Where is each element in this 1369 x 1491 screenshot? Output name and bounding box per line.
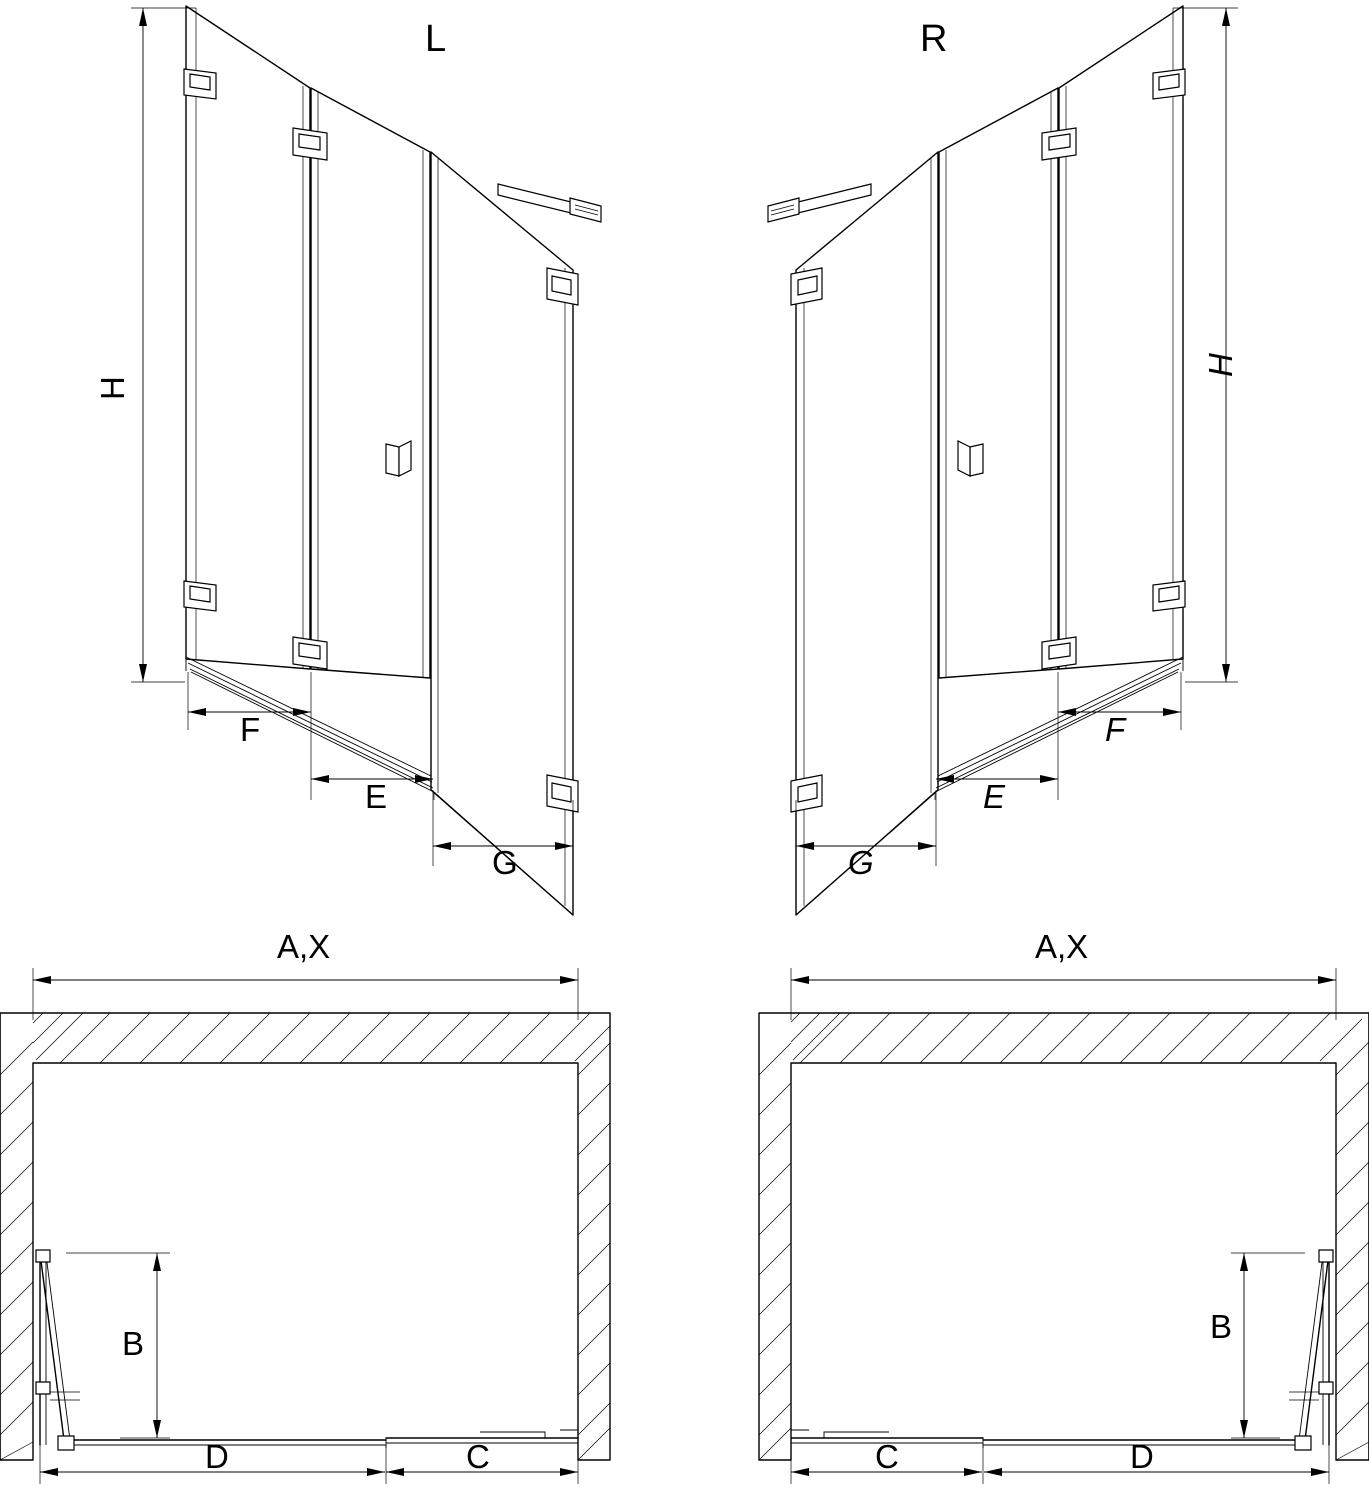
handle-right bbox=[768, 184, 871, 222]
left-plan-width-dimension bbox=[33, 968, 578, 1020]
glass-corner-symbol-right bbox=[958, 441, 983, 476]
left-door-leaves bbox=[36, 1250, 386, 1450]
panel-label-e-right: E bbox=[983, 778, 1006, 815]
glass-corner-symbol-left bbox=[386, 441, 411, 476]
door-label-left: D bbox=[205, 1438, 229, 1475]
wall-hatch-right bbox=[578, 1043, 610, 1460]
wall-hatch-left bbox=[0, 1042, 33, 1460]
right-plan-view bbox=[759, 968, 1369, 1484]
wall-hatch-top bbox=[33, 1013, 610, 1063]
wall-hatch-right-right-view bbox=[1336, 1042, 1369, 1460]
right-plan-bottom-dimensions bbox=[791, 1445, 1329, 1484]
panel-label-g-left: G bbox=[492, 844, 518, 881]
height-label-left: H bbox=[94, 376, 131, 400]
panel-label-e-left: E bbox=[365, 778, 388, 815]
width-label-right: A,X bbox=[1035, 928, 1089, 965]
right-door-leaves bbox=[983, 1250, 1333, 1450]
left-plan-view bbox=[0, 968, 610, 1484]
depth-label-left: B bbox=[122, 1325, 145, 1362]
panel-label-f-right: F bbox=[1105, 711, 1126, 748]
wall-hatch-left-right-view bbox=[759, 1043, 791, 1460]
hinge-hardware-right bbox=[791, 69, 1185, 815]
right-plan-width-dimension bbox=[791, 968, 1336, 1020]
panel-label-g-right: G bbox=[848, 844, 874, 881]
left-plan-depth-dimension bbox=[66, 1253, 170, 1438]
handle-left bbox=[498, 184, 601, 222]
height-label-right: H bbox=[1202, 353, 1239, 377]
hinge-hardware-left bbox=[184, 69, 578, 815]
right-plan-depth-dimension bbox=[1231, 1253, 1305, 1438]
left-plan-bottom-dimensions bbox=[40, 1445, 578, 1484]
fixed-label-right: C bbox=[875, 1438, 899, 1475]
width-label-left: A,X bbox=[277, 928, 331, 965]
panel-label-f-left: F bbox=[240, 711, 261, 748]
wall-hatch-top-right bbox=[791, 1013, 1362, 1063]
fixed-label-left: C bbox=[466, 1438, 490, 1475]
variant-label-right: R bbox=[920, 18, 948, 60]
door-label-right: D bbox=[1130, 1438, 1154, 1475]
variant-label-left: L bbox=[425, 18, 447, 60]
depth-label-right: B bbox=[1210, 1308, 1233, 1345]
